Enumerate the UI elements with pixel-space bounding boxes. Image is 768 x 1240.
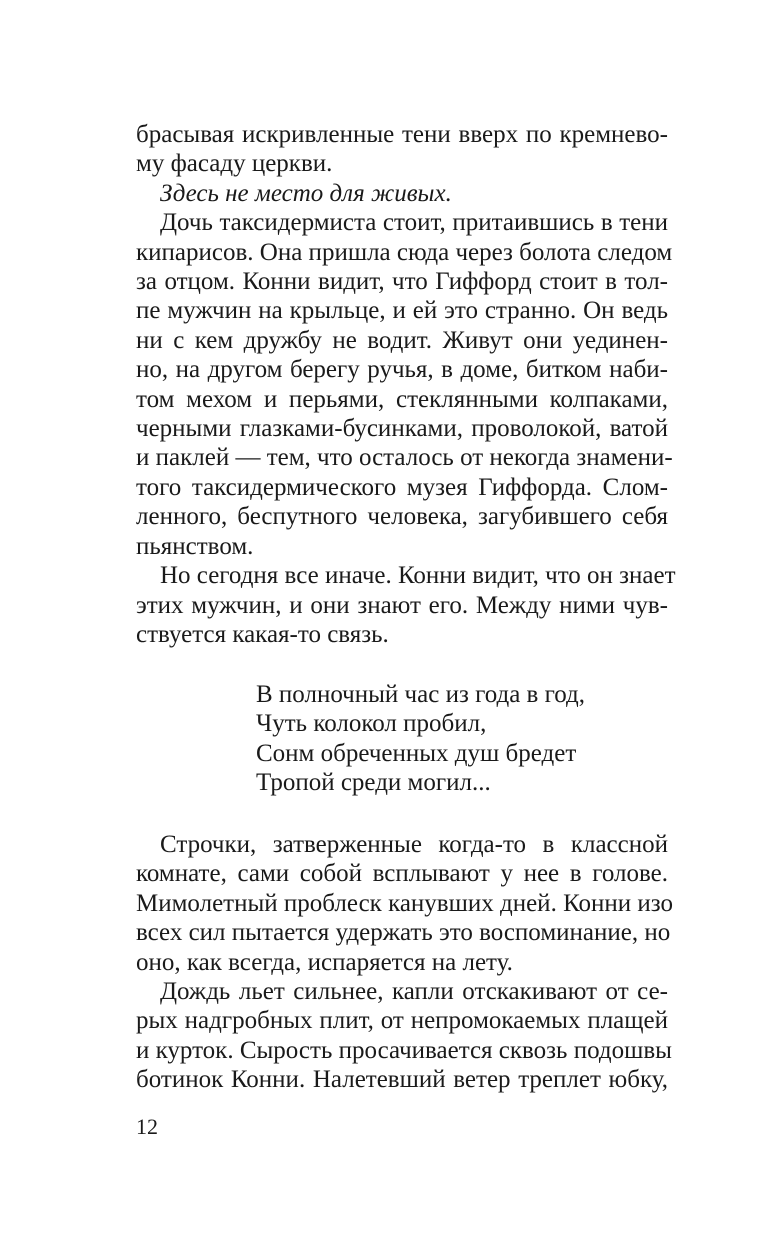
text-line: и паклей — тем, что осталось от некогда знамени- — [136, 444, 673, 472]
text-block-top — [136, 120, 676, 649]
text-line: брасывая искривленные тени вверх по кремнево- — [136, 121, 668, 148]
poem-line: Чуть колокол пробил, — [256, 710, 487, 738]
text-line: всех сил пытается удержать это воспоминание, но — [136, 919, 671, 947]
text-line: рых надгробных плит, от непромокаемых плащей — [136, 1007, 668, 1035]
paragraph-but-today — [136, 561, 676, 649]
text-line: оно, как всегда, испаряется на лету. — [136, 948, 513, 976]
poem-stanza — [256, 680, 585, 798]
poem-line: В полночный час из года в год, — [256, 681, 585, 708]
text-line: Но сегодня все иначе. Конни видит, что он знает — [160, 562, 676, 590]
text-line: Мимолетный проблеск канувших дней. Конни изо — [136, 889, 673, 917]
text-line: черными глазками-бусинками, проволокой, ватой — [136, 415, 668, 443]
paragraph-taxidermist-daughter — [136, 208, 673, 561]
text-line: ботинок Конни. Налетевший ветер треплет юбку, — [136, 1066, 668, 1094]
text-line: Строчки, затверженные когда-то в классной — [160, 831, 668, 858]
text-line: ни с кем дружбу не водит. Живут они уединен- — [136, 326, 668, 354]
poem-line: Тропой среди могил... — [256, 769, 491, 797]
text-line: том мехом и перьями, стеклянными колпаками, — [136, 385, 668, 413]
text-line: Дочь таксидермиста стоит, притаившись в тени — [160, 209, 668, 237]
text-line: Дождь льет сильнее, капли отскакивают от се- — [160, 978, 668, 1006]
text-line: кипарисов. Она пришла сюда через болота следом — [136, 238, 673, 266]
text-line: Здесь не место для живых. — [160, 179, 452, 207]
text-line: того таксидермического музея Гиффорда. Слом- — [136, 473, 668, 501]
text-line: ствуется какая-то связь. — [136, 620, 389, 648]
text-block-bottom — [136, 830, 673, 1095]
text-line: за отцом. Конни видит, что Гиффорд стоит в тол- — [136, 268, 668, 296]
poem-line: Сонм обреченных душ бредет — [256, 739, 577, 767]
text-line: му фасаду церкви. — [136, 150, 333, 178]
text-line: комнате, сами собой всплывают у нее в голове. — [136, 860, 668, 888]
text-line: и курток. Сырость просачивается сквозь подошвы — [136, 1036, 672, 1064]
paragraph-italic-thought — [136, 179, 668, 208]
text-line: ленного, беспутного человека, загубившего себя — [136, 503, 668, 531]
text-line: пьянством. — [136, 532, 254, 560]
text-line: но, на другом берегу ручья, в доме, битком наби- — [136, 356, 668, 384]
page-number: 12 — [136, 1114, 158, 1139]
text-line: пе мужчин на крыльце, и ей это странно. Он ведь — [136, 297, 668, 325]
paragraph-rain — [136, 977, 672, 1095]
paragraph-continuation — [136, 120, 668, 179]
paragraph-memorized-lines — [136, 830, 673, 977]
text-line: этих мужчин, и они знают его. Между ними чув- — [136, 591, 668, 619]
